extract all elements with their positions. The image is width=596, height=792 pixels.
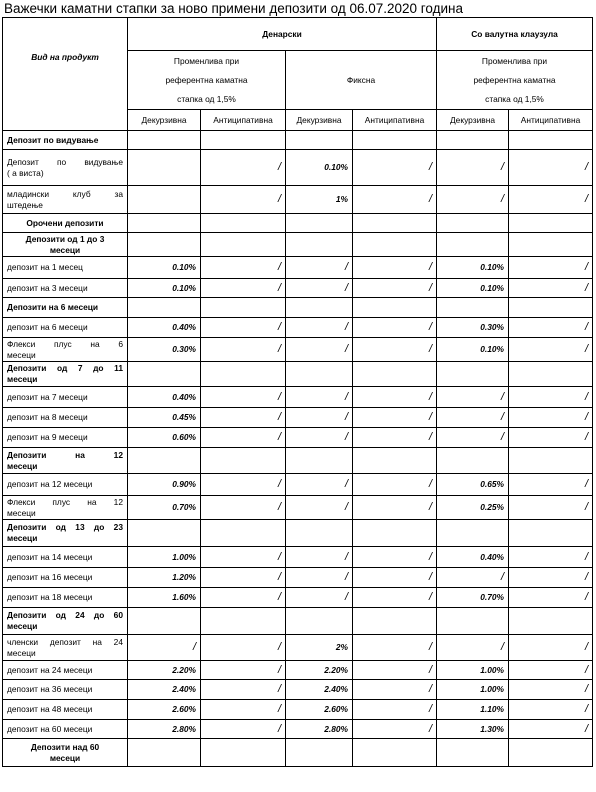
product-name-line: Депозит по видување bbox=[7, 156, 123, 167]
empty-cell bbox=[437, 233, 509, 257]
empty-cell bbox=[353, 233, 437, 257]
not-applicable-cell: / bbox=[201, 387, 286, 408]
empty-cell bbox=[201, 233, 286, 257]
empty-cell bbox=[353, 298, 437, 318]
section-label-line: Депозити од 7 до 11 bbox=[7, 363, 123, 373]
not-applicable-cell: / bbox=[201, 588, 286, 608]
product-name bbox=[3, 428, 128, 448]
rate-cell: 2.80% bbox=[286, 720, 353, 739]
product-name-line: Флекси плус на 12 bbox=[7, 496, 123, 507]
section-label-line: месеци bbox=[49, 752, 81, 763]
not-applicable-cell: / bbox=[509, 387, 593, 408]
empty-cell bbox=[509, 233, 593, 257]
section-label bbox=[3, 739, 128, 767]
empty-cell bbox=[437, 448, 509, 474]
table-row bbox=[3, 257, 593, 279]
not-applicable-cell: / bbox=[509, 279, 593, 298]
product-name-line: депозит на 14 месеци bbox=[7, 551, 93, 562]
not-applicable-cell: / bbox=[353, 588, 437, 608]
empty-cell bbox=[509, 520, 593, 547]
product-name bbox=[3, 387, 128, 408]
table-row bbox=[3, 474, 593, 496]
product-name-line: младински клуб за bbox=[7, 188, 123, 199]
empty-cell bbox=[201, 131, 286, 150]
section-label bbox=[3, 362, 128, 387]
empty-cell bbox=[437, 131, 509, 150]
not-applicable-cell: / bbox=[509, 257, 593, 279]
product-name-line: депозит на 9 месеци bbox=[7, 432, 88, 442]
empty-cell bbox=[509, 362, 593, 387]
product-name-line: депозит на 36 месеци bbox=[7, 684, 93, 694]
rate-cell: 2.60% bbox=[286, 700, 353, 720]
not-applicable-cell: / bbox=[353, 338, 437, 362]
section-label-line: месеци bbox=[49, 244, 81, 255]
not-applicable-cell: / bbox=[509, 496, 593, 520]
empty-cell bbox=[509, 298, 593, 318]
empty-cell bbox=[353, 608, 437, 635]
rate-cell: 0.10% bbox=[286, 150, 353, 186]
product-name bbox=[3, 318, 128, 338]
empty-cell bbox=[128, 608, 201, 635]
product-name bbox=[3, 408, 128, 428]
product-name-line: депозит на 12 месеци bbox=[7, 479, 93, 489]
not-applicable-cell: / bbox=[353, 408, 437, 428]
rate-cell: 1.10% bbox=[437, 700, 509, 720]
empty-cell bbox=[128, 362, 201, 387]
table-row bbox=[3, 661, 593, 680]
page-title: Важечки каматни стапки за ново примени депозити од 06.07.2020 година bbox=[4, 1, 463, 16]
rate-cell: 0.90% bbox=[128, 474, 201, 496]
rate-cell: 2.40% bbox=[128, 680, 201, 700]
empty-cell bbox=[201, 214, 286, 233]
empty-cell bbox=[353, 739, 437, 767]
empty-cell bbox=[128, 448, 201, 474]
section-row bbox=[3, 520, 593, 547]
not-applicable-cell: / bbox=[509, 338, 593, 362]
empty-cell bbox=[509, 214, 593, 233]
not-applicable-cell: / bbox=[201, 186, 286, 214]
not-applicable-cell: / bbox=[201, 568, 286, 588]
rate-cell: 0.10% bbox=[128, 257, 201, 279]
section-label bbox=[3, 448, 128, 474]
empty-cell bbox=[286, 131, 353, 150]
not-applicable-cell: / bbox=[353, 496, 437, 520]
not-applicable-cell: / bbox=[286, 547, 353, 568]
table-row bbox=[3, 680, 593, 700]
empty-cell bbox=[437, 298, 509, 318]
empty-cell bbox=[286, 362, 353, 387]
empty-cell bbox=[286, 233, 353, 257]
rate-cell: 0.30% bbox=[128, 338, 201, 362]
section-row bbox=[3, 448, 593, 474]
product-name-line: штедење bbox=[7, 199, 43, 210]
not-applicable-cell: / bbox=[437, 408, 509, 428]
empty-cell bbox=[286, 739, 353, 767]
section-row bbox=[3, 298, 593, 318]
empty-cell bbox=[128, 131, 201, 150]
product-name bbox=[3, 661, 128, 680]
not-applicable-cell: / bbox=[201, 338, 286, 362]
section-row bbox=[3, 608, 593, 635]
rate-cell: 2.40% bbox=[286, 680, 353, 700]
not-applicable-cell: / bbox=[201, 257, 286, 279]
not-applicable-cell: / bbox=[509, 474, 593, 496]
section-label: Орочени депозити bbox=[3, 214, 128, 233]
section-row bbox=[3, 739, 593, 767]
fx-variable-header bbox=[437, 51, 593, 110]
empty-cell bbox=[201, 362, 286, 387]
product-name bbox=[3, 474, 128, 496]
product-name-line: депозит на 16 месеци bbox=[7, 572, 93, 582]
section-row bbox=[3, 362, 593, 387]
not-applicable-cell: / bbox=[201, 496, 286, 520]
not-applicable-cell: / bbox=[201, 547, 286, 568]
not-applicable-cell: / bbox=[353, 700, 437, 720]
section-label bbox=[3, 233, 128, 257]
denar-variable-line-1: Променлива при bbox=[173, 55, 240, 66]
section-label: Депозит по видување bbox=[3, 131, 128, 150]
empty-cell bbox=[128, 520, 201, 547]
product-name bbox=[3, 720, 128, 739]
not-applicable-cell: / bbox=[128, 635, 201, 661]
empty-cell bbox=[437, 520, 509, 547]
rate-cell: 1.00% bbox=[437, 680, 509, 700]
rate-cell: 2.20% bbox=[286, 661, 353, 680]
table-row bbox=[3, 408, 593, 428]
empty-cell bbox=[353, 448, 437, 474]
rate-cell: 2.80% bbox=[128, 720, 201, 739]
product-name bbox=[3, 150, 128, 186]
not-applicable-cell: / bbox=[286, 387, 353, 408]
empty-cell bbox=[286, 214, 353, 233]
table-row bbox=[3, 720, 593, 739]
empty-cell bbox=[509, 448, 593, 474]
fx-clause-header: Со валутна клаузула bbox=[437, 18, 593, 51]
denar-variable-header bbox=[128, 51, 286, 110]
rate-cell: 1.20% bbox=[128, 568, 201, 588]
not-applicable-cell: / bbox=[201, 408, 286, 428]
empty-cell bbox=[201, 448, 286, 474]
empty-cell bbox=[201, 739, 286, 767]
section-label: Депозити на 6 месеци bbox=[3, 298, 128, 318]
not-applicable-cell: / bbox=[509, 408, 593, 428]
empty-cell bbox=[437, 608, 509, 635]
not-applicable-cell: / bbox=[509, 661, 593, 680]
not-applicable-cell: / bbox=[509, 588, 593, 608]
not-applicable-cell: / bbox=[201, 700, 286, 720]
product-name-line: депозит на 18 месеци bbox=[7, 592, 93, 602]
empty-cell bbox=[509, 131, 593, 150]
empty-cell bbox=[437, 214, 509, 233]
empty-cell bbox=[128, 150, 201, 186]
not-applicable-cell: / bbox=[286, 338, 353, 362]
col-header-decursive: Декурзивна bbox=[437, 110, 509, 131]
not-applicable-cell: / bbox=[286, 568, 353, 588]
section-row bbox=[3, 131, 593, 150]
product-name-line: депозит на 8 месеци bbox=[7, 412, 88, 422]
not-applicable-cell: / bbox=[353, 635, 437, 661]
not-applicable-cell: / bbox=[201, 635, 286, 661]
rate-cell: 0.45% bbox=[128, 408, 201, 428]
section-label-line: месеци bbox=[7, 460, 38, 471]
product-name bbox=[3, 186, 128, 214]
fx-variable-line-3: стапка од 1,5% bbox=[485, 93, 544, 104]
not-applicable-cell: / bbox=[353, 547, 437, 568]
product-name-line: ( а виста) bbox=[7, 167, 44, 178]
not-applicable-cell: / bbox=[509, 428, 593, 448]
product-name-line: месеци bbox=[7, 647, 36, 658]
rate-cell: 0.60% bbox=[128, 428, 201, 448]
col-header-decursive: Декурзивна bbox=[128, 110, 201, 131]
rate-cell: 1.00% bbox=[128, 547, 201, 568]
empty-cell bbox=[509, 608, 593, 635]
rate-cell: 2% bbox=[286, 635, 353, 661]
denar-fixed-header: Фиксна bbox=[286, 51, 437, 110]
not-applicable-cell: / bbox=[353, 474, 437, 496]
rate-cell: 2.20% bbox=[128, 661, 201, 680]
col-header-decursive: Декурзивна bbox=[286, 110, 353, 131]
not-applicable-cell: / bbox=[437, 635, 509, 661]
rate-cell: 0.70% bbox=[437, 588, 509, 608]
section-label-line: месеци bbox=[7, 533, 38, 543]
not-applicable-cell: / bbox=[286, 588, 353, 608]
product-name-line: депозит на 48 месеци bbox=[7, 704, 93, 714]
not-applicable-cell: / bbox=[201, 474, 286, 496]
fx-variable-line-1: Променлива при bbox=[481, 55, 548, 66]
table-row bbox=[3, 186, 593, 214]
not-applicable-cell: / bbox=[353, 428, 437, 448]
product-name-line: месеци bbox=[7, 507, 36, 518]
section-label-line: Депозити од 13 до 23 bbox=[7, 522, 123, 532]
not-applicable-cell: / bbox=[353, 279, 437, 298]
product-name-line: месеци bbox=[7, 349, 36, 360]
empty-cell bbox=[201, 608, 286, 635]
not-applicable-cell: / bbox=[201, 661, 286, 680]
not-applicable-cell: / bbox=[353, 680, 437, 700]
not-applicable-cell: / bbox=[509, 568, 593, 588]
not-applicable-cell: / bbox=[509, 547, 593, 568]
product-name-line: депозит на 3 месеци bbox=[7, 282, 88, 293]
product-name bbox=[3, 338, 128, 362]
empty-cell bbox=[128, 186, 201, 214]
col-header-anticipative: Антиципативна bbox=[201, 110, 286, 131]
table-row bbox=[3, 338, 593, 362]
not-applicable-cell: / bbox=[353, 568, 437, 588]
rate-cell: 1.30% bbox=[437, 720, 509, 739]
col-header-anticipative: Антиципативна bbox=[509, 110, 593, 131]
product-name bbox=[3, 568, 128, 588]
fx-variable-line-2: референтна каматна bbox=[473, 74, 556, 85]
product-name-line: депозит на 6 месеци bbox=[7, 322, 88, 332]
not-applicable-cell: / bbox=[286, 408, 353, 428]
not-applicable-cell: / bbox=[353, 720, 437, 739]
section-row bbox=[3, 233, 593, 257]
not-applicable-cell: / bbox=[286, 257, 353, 279]
section-label-line: Депозити над 60 bbox=[30, 741, 100, 752]
empty-cell bbox=[286, 608, 353, 635]
not-applicable-cell: / bbox=[509, 635, 593, 661]
empty-cell bbox=[128, 298, 201, 318]
product-name-line: депозит на 24 месеци bbox=[7, 664, 93, 675]
not-applicable-cell: / bbox=[201, 318, 286, 338]
not-applicable-cell: / bbox=[353, 661, 437, 680]
product-name-line: депозит на 1 месец bbox=[7, 262, 83, 272]
not-applicable-cell: / bbox=[353, 318, 437, 338]
section-label-line: месеци bbox=[7, 374, 38, 384]
not-applicable-cell: / bbox=[353, 186, 437, 214]
empty-cell bbox=[128, 739, 201, 767]
product-name-line: членски депозит на 24 bbox=[7, 636, 123, 647]
not-applicable-cell: / bbox=[509, 720, 593, 739]
not-applicable-cell: / bbox=[509, 150, 593, 186]
rate-cell: 1.60% bbox=[128, 588, 201, 608]
rate-cell: 0.65% bbox=[437, 474, 509, 496]
rate-cell: 0.40% bbox=[128, 318, 201, 338]
not-applicable-cell: / bbox=[201, 150, 286, 186]
rate-cell: 1% bbox=[286, 186, 353, 214]
denar-variable-line-2: референтна каматна bbox=[165, 74, 248, 85]
rate-cell: 2.60% bbox=[128, 700, 201, 720]
empty-cell bbox=[286, 448, 353, 474]
not-applicable-cell: / bbox=[437, 428, 509, 448]
not-applicable-cell: / bbox=[353, 257, 437, 279]
not-applicable-cell: / bbox=[509, 700, 593, 720]
not-applicable-cell: / bbox=[509, 318, 593, 338]
rate-cell: 0.30% bbox=[437, 318, 509, 338]
not-applicable-cell: / bbox=[437, 387, 509, 408]
section-label-line: Депозити од 24 до 60 bbox=[7, 610, 123, 620]
empty-cell bbox=[201, 520, 286, 547]
table-row bbox=[3, 428, 593, 448]
product-name bbox=[3, 700, 128, 720]
section-label-line: месеци bbox=[7, 621, 38, 631]
empty-cell bbox=[128, 214, 201, 233]
not-applicable-cell: / bbox=[201, 680, 286, 700]
section-label bbox=[3, 520, 128, 547]
rate-cell: 0.10% bbox=[437, 257, 509, 279]
empty-cell bbox=[509, 739, 593, 767]
empty-cell bbox=[353, 214, 437, 233]
not-applicable-cell: / bbox=[509, 186, 593, 214]
product-name bbox=[3, 279, 128, 298]
empty-cell bbox=[128, 233, 201, 257]
empty-cell bbox=[286, 520, 353, 547]
product-name bbox=[3, 547, 128, 568]
interest-rates-table bbox=[2, 17, 593, 767]
product-name-line: Флекси плус на 6 bbox=[7, 338, 123, 349]
not-applicable-cell: / bbox=[286, 279, 353, 298]
empty-cell bbox=[201, 298, 286, 318]
section-row bbox=[3, 214, 593, 233]
empty-cell bbox=[353, 362, 437, 387]
not-applicable-cell: / bbox=[201, 279, 286, 298]
col-header-anticipative: Антиципативна bbox=[353, 110, 437, 131]
not-applicable-cell: / bbox=[201, 428, 286, 448]
not-applicable-cell: / bbox=[437, 150, 509, 186]
table-row bbox=[3, 635, 593, 661]
table-row bbox=[3, 150, 593, 186]
table-row bbox=[3, 279, 593, 298]
product-name bbox=[3, 588, 128, 608]
table-row bbox=[3, 568, 593, 588]
empty-cell bbox=[286, 298, 353, 318]
not-applicable-cell: / bbox=[286, 474, 353, 496]
not-applicable-cell: / bbox=[286, 318, 353, 338]
rate-cell: 0.10% bbox=[437, 279, 509, 298]
product-name-line: депозит на 60 месеци bbox=[7, 723, 93, 734]
table-row bbox=[3, 318, 593, 338]
section-label bbox=[3, 608, 128, 635]
product-name bbox=[3, 496, 128, 520]
rate-cell: 0.25% bbox=[437, 496, 509, 520]
not-applicable-cell: / bbox=[353, 387, 437, 408]
not-applicable-cell: / bbox=[353, 150, 437, 186]
product-name-line: депозит на 7 месеци bbox=[7, 391, 88, 402]
table-row bbox=[3, 496, 593, 520]
rate-cell: 0.70% bbox=[128, 496, 201, 520]
rate-cell: 0.10% bbox=[128, 279, 201, 298]
denar-variable-line-3: стапка од 1,5% bbox=[177, 93, 236, 104]
product-name bbox=[3, 635, 128, 661]
product-name bbox=[3, 680, 128, 700]
product-name bbox=[3, 257, 128, 279]
table-row bbox=[3, 547, 593, 568]
empty-cell bbox=[437, 362, 509, 387]
not-applicable-cell: / bbox=[437, 568, 509, 588]
empty-cell bbox=[353, 520, 437, 547]
table-body bbox=[3, 131, 593, 767]
rate-cell: 0.40% bbox=[437, 547, 509, 568]
rate-cell: 0.40% bbox=[128, 387, 201, 408]
section-label-line: Депозити од 1 до 3 bbox=[25, 233, 105, 244]
empty-cell bbox=[437, 739, 509, 767]
empty-cell bbox=[353, 131, 437, 150]
table-row bbox=[3, 387, 593, 408]
not-applicable-cell: / bbox=[201, 720, 286, 739]
table-row bbox=[3, 700, 593, 720]
not-applicable-cell: / bbox=[509, 680, 593, 700]
rate-cell: 1.00% bbox=[437, 661, 509, 680]
section-label-line: Депозити на 12 bbox=[7, 449, 123, 460]
rate-cell: 0.10% bbox=[437, 338, 509, 362]
not-applicable-cell: / bbox=[286, 496, 353, 520]
not-applicable-cell: / bbox=[286, 428, 353, 448]
table-row bbox=[3, 588, 593, 608]
product-type-header: Вид на продукт bbox=[3, 18, 128, 131]
denar-header: Денарски bbox=[128, 18, 437, 51]
not-applicable-cell: / bbox=[437, 186, 509, 214]
